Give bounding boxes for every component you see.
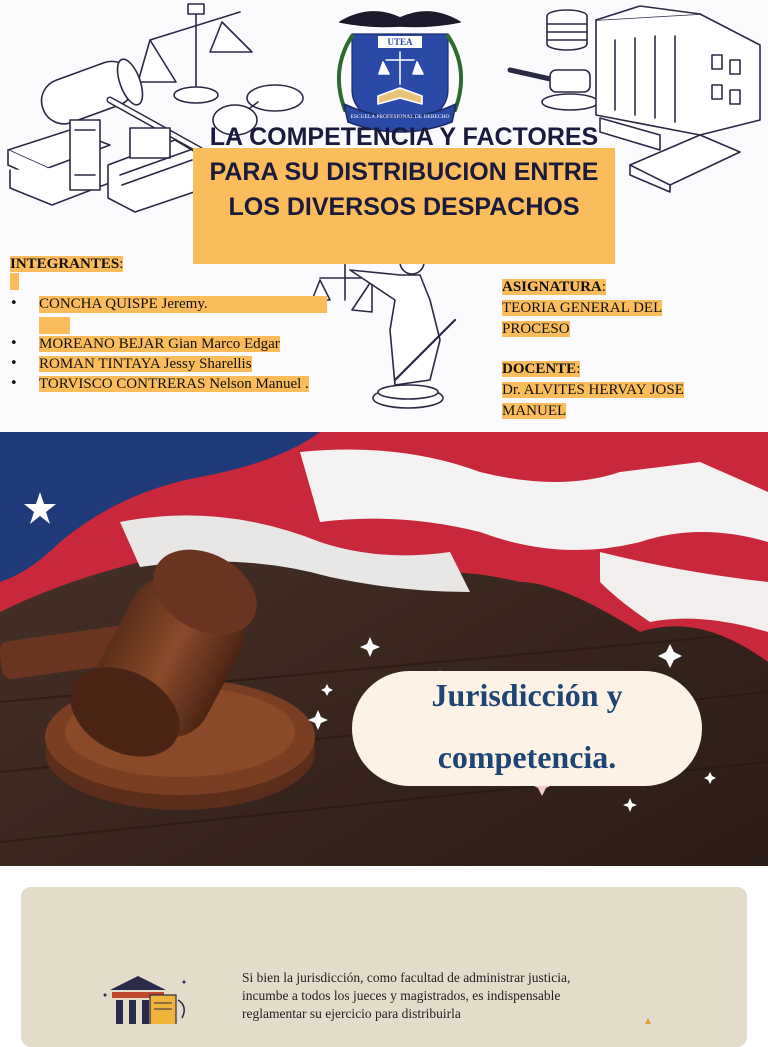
asignatura-colon: : bbox=[601, 279, 606, 295]
member-item bbox=[10, 334, 330, 354]
logo-banner: UTEA bbox=[387, 37, 413, 47]
integrantes-colon: : bbox=[119, 256, 124, 272]
docente-label: DOCENTE bbox=[502, 361, 577, 377]
section-heading bbox=[352, 671, 702, 786]
content-card bbox=[21, 887, 747, 1047]
section-heading-line2: competencia. bbox=[437, 739, 617, 775]
document-title: LA COMPETENCIA Y FACTORES PARA SU DISTRIBUCION ENTRE LOS DIVERSOS DESPACHOS bbox=[209, 123, 599, 221]
integrantes-highlight-mark bbox=[10, 273, 19, 290]
courthouse-icon bbox=[596, 6, 760, 150]
photo-section bbox=[0, 432, 768, 866]
member-item bbox=[10, 354, 330, 374]
body-paragraph: Si bien la jurisdicción, como facultad de administrar justicia, incumbe a todos los jueces y magistrados, es indispensable reglamentar su ejercicio para distribuirla bbox=[242, 970, 571, 1021]
members-list bbox=[10, 294, 330, 394]
gavel-right-icon bbox=[510, 70, 598, 110]
member-name: TORVISCO CONTRERAS Nelson Manuel . bbox=[39, 376, 309, 392]
asignatura-value: TEORIA GENERAL DEL PROCESO bbox=[502, 300, 663, 337]
member-name: MOREANO BEJAR Gian Marco Edgar bbox=[39, 336, 280, 352]
member-item bbox=[10, 374, 330, 394]
member-item bbox=[10, 294, 330, 334]
logo-ribbon: ESCUELA PROFESIONAL DE DERECHO bbox=[350, 114, 450, 120]
asignatura-label: ASIGNATURA bbox=[502, 279, 602, 295]
member-name: CONCHA QUISPE Jeremy. bbox=[39, 296, 208, 312]
integrantes-label: INTEGRANTES bbox=[10, 256, 120, 272]
docente-value: Dr. ALVITES HERVAY JOSE MANUEL bbox=[502, 382, 684, 419]
scales-icon bbox=[138, 4, 252, 103]
section-heading-line1: Jurisdicción y bbox=[431, 677, 623, 713]
cover-section bbox=[0, 0, 768, 432]
books-icon bbox=[8, 120, 112, 205]
docente-colon: : bbox=[576, 361, 581, 377]
integrantes-heading bbox=[10, 256, 123, 295]
gavel-flag-photo bbox=[0, 432, 768, 866]
coins-icon bbox=[547, 10, 587, 50]
member-name: ROMAN TINTAYA Jessy Sharellis bbox=[39, 356, 252, 372]
course-info bbox=[502, 277, 732, 422]
lady-justice-icon bbox=[312, 250, 455, 408]
